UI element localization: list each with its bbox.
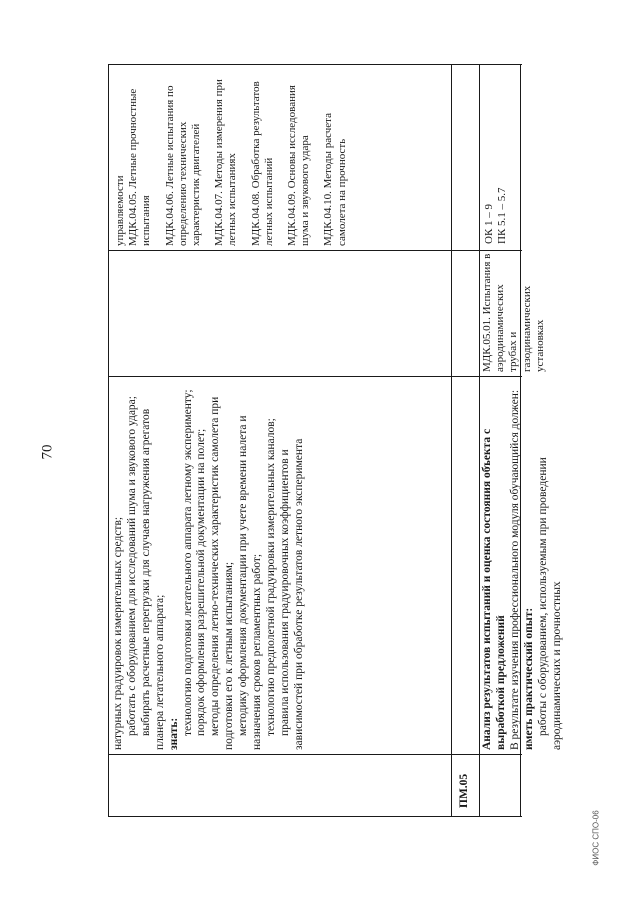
course-item: МДК.04.10. Методы расчета самолета на прочность bbox=[322, 112, 348, 246]
pm05-course: МДК.05.01. Испытания в аэродинамических трубах и газодинамических установках bbox=[481, 253, 546, 372]
knowledge-cell bbox=[108, 376, 451, 754]
footer-code: ФИОС СПО-06 bbox=[591, 810, 601, 866]
course-item: МДК.04.06. Летные испытания по определению технических характеристик двигателей bbox=[163, 85, 203, 246]
course-item: МДК.04.07. Методы измерения при летных испытаниях bbox=[213, 79, 239, 246]
table-border-bottom bbox=[108, 816, 522, 817]
text-line: натурных градуировок измерительных средств; bbox=[112, 516, 124, 750]
table-rule bbox=[451, 64, 452, 817]
text-line: методику оформления документации при учете времени налета и назначения сроков регламентных работ; bbox=[237, 415, 264, 750]
text-line: Анализ результатов испытаний и оценка состояния объекта с выработкой предложений bbox=[481, 428, 507, 750]
competency-pk: ПК 5.1 – 5.7 bbox=[495, 187, 508, 244]
pm05-course-cell bbox=[479, 250, 546, 376]
course-item: МДК.04.05. Летные прочностные испытания bbox=[127, 88, 153, 246]
section-description-text bbox=[481, 380, 564, 750]
text-line: порядок оформления разрешительной документации на полет; bbox=[195, 428, 208, 736]
course-item: управляемости bbox=[114, 175, 126, 246]
competency-ok: ОК 1 – 9 bbox=[483, 203, 495, 244]
courses-text bbox=[114, 68, 349, 246]
knowledge-text bbox=[112, 380, 307, 750]
text-line: знать: bbox=[167, 717, 180, 750]
text-line: технологию предполетной градуировки измерительных каналов; bbox=[264, 418, 277, 736]
section-code: ПМ.05 bbox=[458, 773, 470, 808]
table-scan bbox=[108, 64, 563, 817]
section-code-cell bbox=[451, 754, 479, 816]
courses-cell bbox=[108, 64, 451, 250]
text-line: иметь практический опыт: bbox=[522, 607, 535, 750]
course-item: МДК.04.09. Основы исследования шума и звукового удара bbox=[286, 85, 312, 246]
course-item: МДК.04.08. Обработка результатов летных испытаний bbox=[249, 81, 275, 246]
text-line: выбирать расчетные перегрузки для случаев нагружения агрегатов планера летательного аппарата; bbox=[139, 408, 166, 750]
text-line: работать с оборудованием для исследований шума и звукового удара; bbox=[125, 396, 138, 736]
text-line: технологию подготовки летательного аппарата летному эксперименту; bbox=[181, 389, 194, 736]
page-number: 70 bbox=[39, 444, 56, 460]
competencies-cell bbox=[479, 64, 520, 250]
text-line: правила использования градуировочных коэффициентов и зависимостей при обработке результатов летного эксперимента bbox=[278, 438, 305, 750]
text-line: В результате изучения профессионального модуля обучающийся должен: bbox=[508, 389, 521, 750]
section-description-cell bbox=[479, 376, 563, 754]
text-line: работы с оборудованием, используемым при проведении аэродинамических и прочностных bbox=[536, 457, 563, 750]
table-rule bbox=[108, 250, 522, 251]
text-line: методы определения летно-технических характеристик самолета при подготовки его к летным испытаниям; bbox=[209, 396, 236, 750]
